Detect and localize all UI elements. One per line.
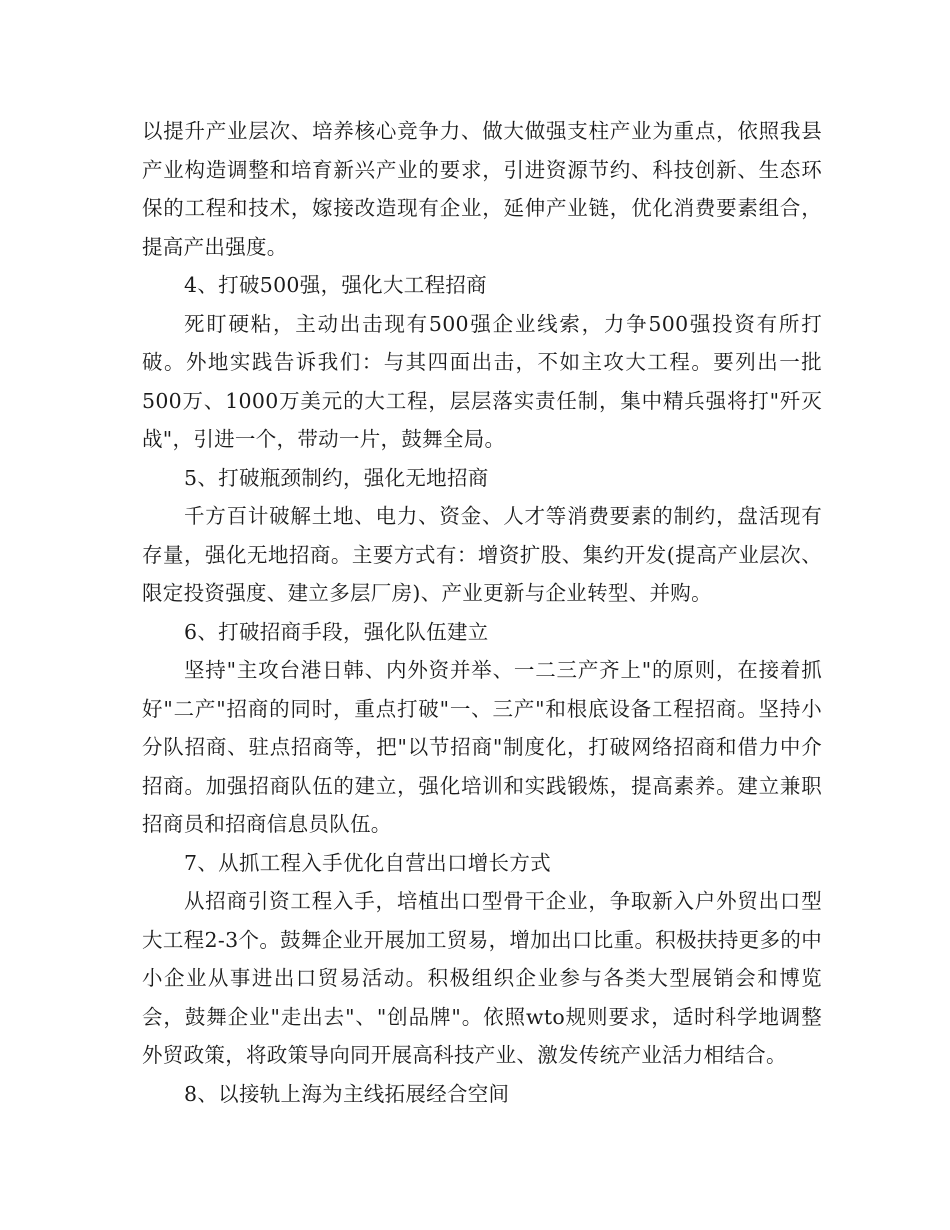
section-heading: 4、打破500强，强化大工程招商 xyxy=(184,273,487,297)
section-heading: 7、从抓工程入手优化自营出口增长方式 xyxy=(184,850,551,875)
body-paragraph: 千方百计破解土地、电力、资金、人才等消费要素的制约，盘活现有存量，强化无地招商。主要方式有：增资扩股、集约开发(提高产业层次、限定投资强度、建立多层厂房)、产业更新与企业转型、并购。 xyxy=(142,504,822,605)
body-paragraph: 坚持"主攻台港日韩、内外资并举、一二三产齐上"的原则，在接着抓好"二产"招商的同时，重点打破"一、三产"和根底设备工程招商。坚持小分队招商、驻点招商等，把"以节招商"制度化，打破网络招商和借力中介招商。加强招商队伍的建立，强化培训和实践锻炼，提高素养。建立兼职招商员和招商信息员队伍。 xyxy=(142,658,822,836)
section-heading: 5、打破瓶颈制约，强化无地招商 xyxy=(184,465,489,490)
section-heading: 6、打破招商手段，强化队伍建立 xyxy=(184,619,489,644)
section-heading: 8、以接轨上海为主线拓展经合空间 xyxy=(184,1081,510,1106)
body-paragraph: 从招商引资工程入手，培植出口型骨干企业，争取新入户外贸出口型大工程2-3个。鼓舞企业开展加工贸易，增加出口比重。积极扶持更多的中小企业从事进出口贸易活动。积极组织企业参与各类大型展销会和博览会，鼓舞企业"走出去"、"创品牌"。依照wto规则要求，适时科学地调整外贸政策，将政策导向同开展高科技产业、激发传统产业活力相结合。 xyxy=(142,889,822,1067)
document-body xyxy=(142,112,822,1113)
body-paragraph: 以提升产业层次、培养核心竞争力、做大做强支柱产业为重点，依照我县产业构造调整和培育新兴产业的要求，引进资源节约、科技创新、生态环保的工程和技术，嫁接改造现有企业，延伸产业链，优化消费要素组合，提高产出强度。 xyxy=(142,119,822,259)
body-paragraph: 死盯硬粘，主动出击现有500强企业线索，力争500强投资有所打破。外地实践告诉我们：与其四面出击，不如主攻大工程。要列出一批500万、1000万美元的大工程，层层落实责任制，集中精兵强将打"歼灭战"，引进一个，带动一片，鼓舞全局。 xyxy=(142,311,822,451)
